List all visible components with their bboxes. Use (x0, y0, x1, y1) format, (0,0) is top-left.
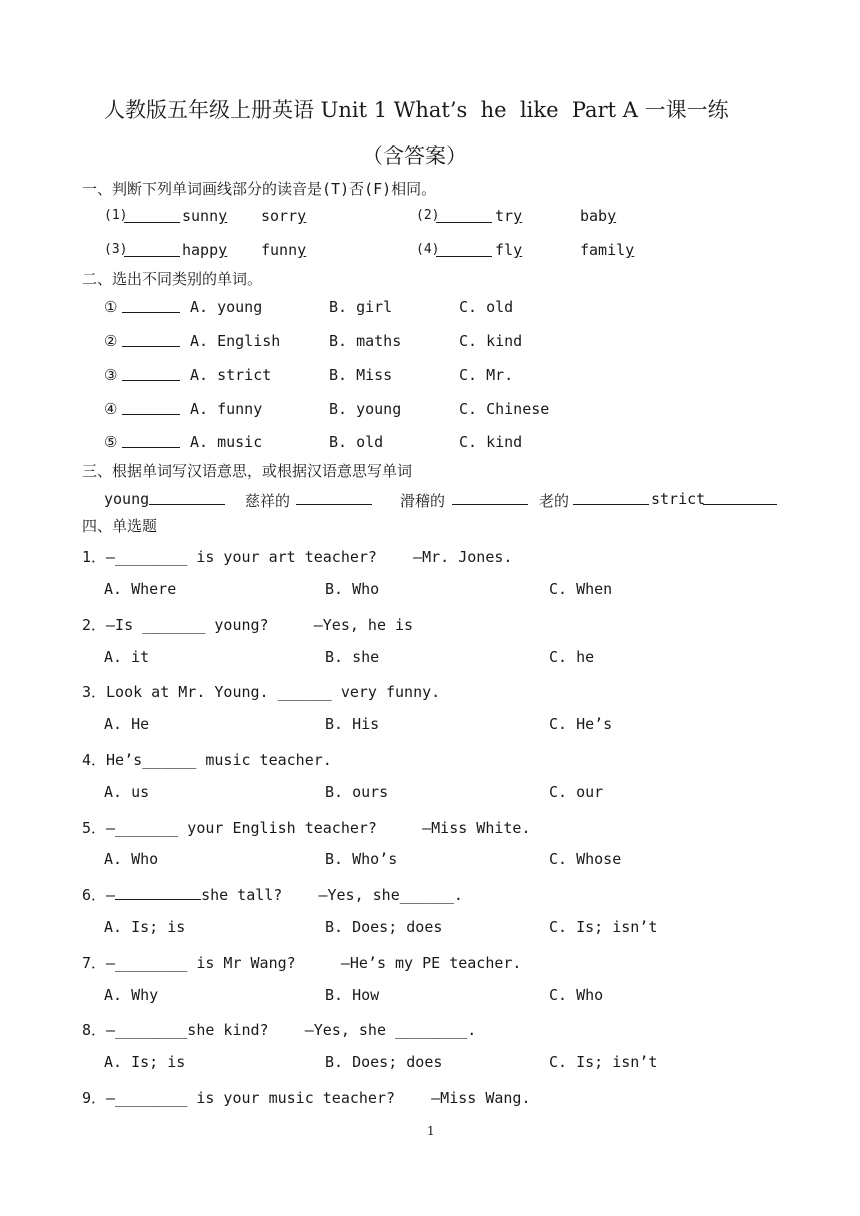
option-c: C. kind (459, 332, 523, 350)
option-a: A. funny (190, 400, 263, 418)
option-c: C. Who (549, 986, 604, 1004)
option-a: A. Where (104, 580, 177, 598)
option-a: A. us (104, 783, 150, 801)
vocab-word: young (104, 490, 150, 508)
answer-blank[interactable] (124, 241, 180, 257)
answer-blank[interactable] (122, 331, 180, 347)
word-1: happy (182, 241, 228, 259)
answer-blank[interactable] (573, 489, 649, 505)
option-b: B. Does; does (325, 918, 443, 936)
option-b: B. ours (325, 783, 389, 801)
question-text: 1．—________ is your art teacher? —Mr. Jones. (82, 548, 513, 566)
option-a: A. He (104, 715, 150, 733)
answer-blank[interactable] (452, 489, 528, 505)
word-2: family (580, 241, 635, 259)
option-c: C. kind (459, 433, 523, 451)
word-2: baby (580, 207, 617, 225)
question-text: 3．Look at Mr. Young. ______ very funny. (82, 683, 441, 701)
word-1: sunny (182, 207, 228, 225)
option-a: A. English (190, 332, 281, 350)
option-a: A. strict (190, 366, 272, 384)
section-2-heading: 二、选出不同类别的单词。 (82, 270, 263, 288)
option-b: B. Who (325, 580, 380, 598)
option-b: B. maths (329, 332, 402, 350)
option-b: B. Who’s (325, 850, 398, 868)
item-number: ① (104, 298, 118, 316)
option-a: A. music (190, 433, 263, 451)
option-b: B. girl (329, 298, 393, 316)
section-1-heading: 一、判断下列单词画线部分的读音是(T)否(F)相同。 (82, 180, 437, 198)
option-c: C. he (549, 648, 595, 666)
document-title: 人教版五年级上册英语 Unit 1 What’s he like Part A 一课一练 (104, 98, 729, 122)
option-b: B. Miss (329, 366, 393, 384)
option-c: C. Chinese (459, 400, 550, 418)
word-1: fly (495, 241, 523, 259)
option-c: C. When (549, 580, 613, 598)
vocab-word: 老的 (539, 492, 570, 510)
section-3-heading: 三、根据单词写汉语意思，或根据汉语意思写单词 (82, 462, 413, 480)
question-text: 5．—_______ your English teacher? —Miss White. (82, 819, 531, 837)
option-a: A. it (104, 648, 150, 666)
answer-blank[interactable] (122, 399, 180, 415)
word-1: try (495, 207, 523, 225)
option-c: C. old (459, 298, 514, 316)
option-a: A. young (190, 298, 263, 316)
item-number: ② (104, 332, 118, 350)
page-number: 1 (427, 1124, 435, 1138)
option-c: C. our (549, 783, 604, 801)
option-a: A. Why (104, 986, 159, 1004)
item-number: ④ (104, 400, 118, 418)
vocab-word: 慈祥的 (245, 492, 291, 510)
question-text: 2．—Is _______ young? —Yes, he is (82, 616, 414, 634)
option-a: A. Is; is (104, 1053, 186, 1071)
item-number: (1) (104, 208, 128, 223)
answer-blank[interactable] (149, 489, 225, 505)
option-b: B. Does; does (325, 1053, 443, 1071)
document-subtitle: （含答案） (362, 144, 467, 168)
answer-blank[interactable] (436, 241, 492, 257)
answer-blank[interactable] (122, 297, 180, 313)
option-c: C. Whose (549, 850, 622, 868)
item-number: (2) (416, 208, 440, 223)
option-b: B. young (329, 400, 402, 418)
answer-blank[interactable] (122, 365, 180, 381)
answer-blank[interactable] (436, 207, 492, 223)
answer-blank[interactable] (296, 489, 372, 505)
item-number: (3) (104, 242, 128, 257)
option-b: B. His (325, 715, 380, 733)
answer-blank[interactable] (703, 489, 777, 505)
answer-blank[interactable] (124, 207, 180, 223)
option-c: C. Mr. (459, 366, 514, 384)
answer-blank[interactable] (115, 884, 201, 900)
question-text: 9．—________ is your music teacher? —Miss Wang. (82, 1089, 531, 1107)
option-b: B. How (325, 986, 380, 1004)
option-a: A. Who (104, 850, 159, 868)
question-text: 4．He’s______ music teacher. (82, 751, 332, 769)
item-number: (4) (416, 242, 440, 257)
vocab-word: 滑稽的 (400, 492, 446, 510)
question-text: 7．—________ is Mr Wang? —He’s my PE teacher. (82, 954, 522, 972)
vocab-word: strict (651, 490, 706, 508)
option-c: C. Is; isn’t (549, 1053, 658, 1071)
option-b: B. she (325, 648, 380, 666)
option-c: C. He’s (549, 715, 613, 733)
word-2: sorry (261, 207, 307, 225)
option-c: C. Is; isn’t (549, 918, 658, 936)
question-text: 6．— she tall? —Yes, she______. (82, 886, 463, 904)
answer-blank[interactable] (122, 432, 180, 448)
item-number: ③ (104, 366, 118, 384)
word-2: funny (261, 241, 307, 259)
option-a: A. Is; is (104, 918, 186, 936)
option-b: B. old (329, 433, 384, 451)
item-number: ⑤ (104, 433, 118, 451)
section-4-heading: 四、单选题 (82, 517, 158, 535)
question-text: 8．—________she kind? —Yes, she ________. (82, 1021, 477, 1039)
